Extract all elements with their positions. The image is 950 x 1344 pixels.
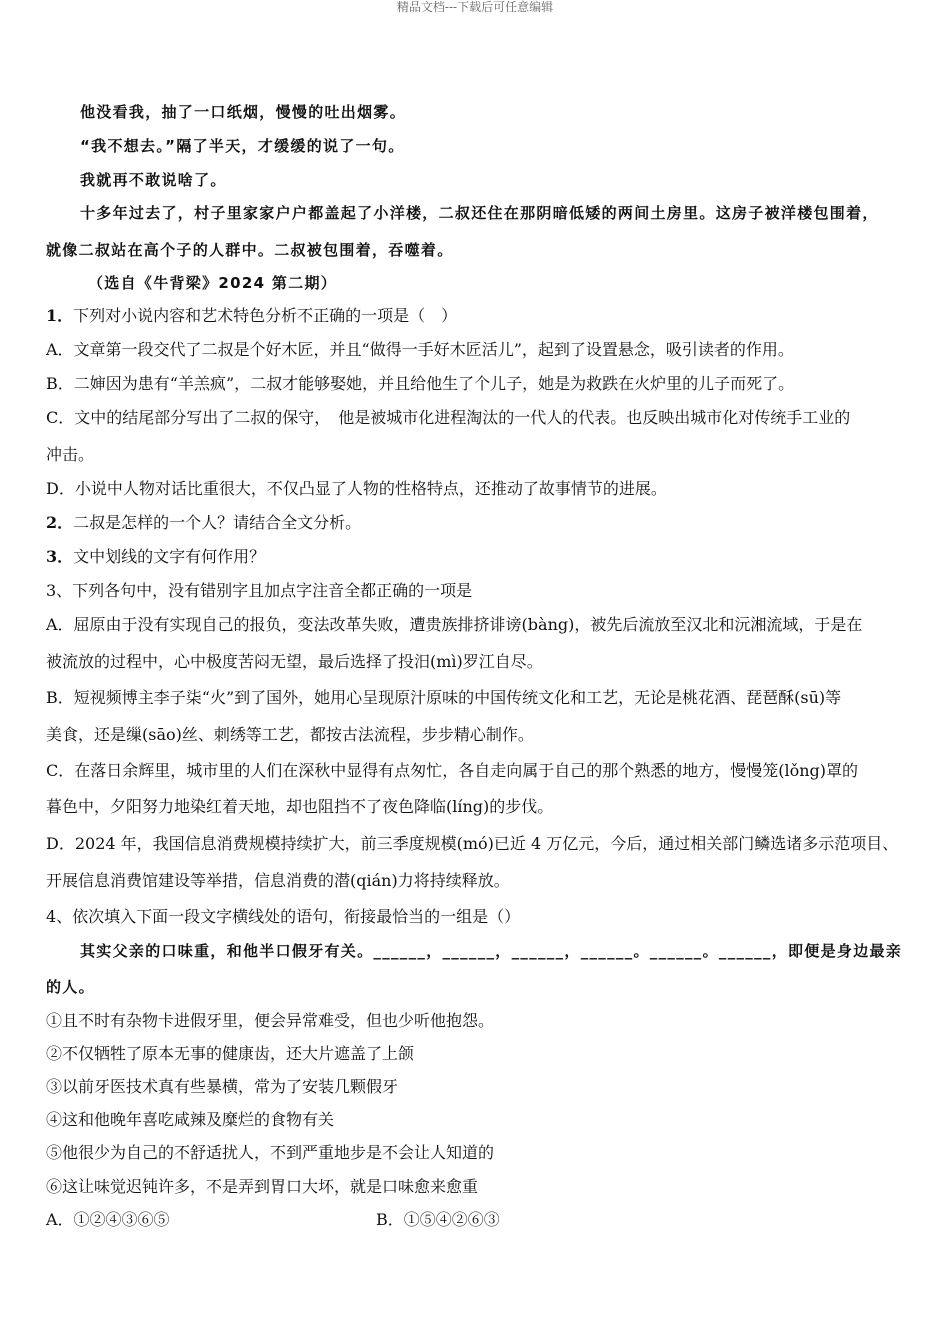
story-paragraph-continued: 就像二叔站在高个子的人群中。二叔被包围着，吞噬着。 xyxy=(46,241,454,259)
question-text: 文中划线的文字有何作用？ xyxy=(73,547,266,566)
question-text: 二叔是怎样的一个人？请结合全文分析。 xyxy=(73,513,362,532)
question-4-sentence-4: ④这和他晚年喜吃咸辣及糜烂的食物有关 xyxy=(46,1110,335,1129)
story-source: （选自《牛背梁》2024 第二期） xyxy=(88,274,338,292)
question-1-option-d: D．小说中人物对话比重很大，不仅凸显了人物的性格特点，还推动了故事情节的进展。 xyxy=(46,479,667,498)
question-number: 2． xyxy=(46,513,74,532)
question-4-sentence-3: ③以前牙医技术真有些暴横，常为了安装几颗假牙 xyxy=(46,1077,399,1096)
question-3b-option-a-continued: 被流放的过程中，心中极度苦闷无望，最后选择了投汨(mì)罗江自尽。 xyxy=(46,652,543,671)
question-4-sentence-5: ⑤他很少为自己的不舒适扰人，不到严重地步是不会让人知道的 xyxy=(46,1143,495,1162)
story-paragraph: “我不想去。”隔了半天，才缓缓的说了一句。 xyxy=(80,137,405,155)
question-3b-option-a: A．屈原由于没有实现自己的报负，变法改革失败，遭贵族排挤诽谤(bàng)，被先后流放至汉北和沅湘流域，于是在 xyxy=(46,615,863,634)
question-3b-option-b-continued: 美食，还是缫(sāo)丝、刺绣等工艺，都按古法流程，步步精心制作。 xyxy=(46,725,534,744)
question-1-option-c: C．文中的结尾部分写出了二叔的保守， 他是被城市化进程淘汰的一代人的代表。也反映出城市化对传统手工业的 xyxy=(46,408,851,427)
question-3 xyxy=(46,547,912,567)
question-4-passage: 其实父亲的口味重，和他半口假牙有关。______，______，______，______。______。______，即便是身边最亲 xyxy=(80,942,903,960)
question-3b-option-c-continued: 暮色中，夕阳努力地染红着天地，却也阻挡不了夜色降临(líng)的步伐。 xyxy=(46,797,554,816)
question-1-option-a: A．文章第一段交代了二叔是个好木匠，并且“做得一手好木匠活儿”，起到了设置悬念，吸引读者的作用。 xyxy=(46,340,794,359)
page-header: 精品文档---下载后可任意编辑 xyxy=(396,0,554,14)
story-paragraph: 十多年过去了，村子里家家户户都盖起了小洋楼，二叔还住在那阴暗低矮的两间土房里。这房子被洋楼包围着， xyxy=(80,204,879,222)
question-number: 3． xyxy=(46,547,74,566)
question-4-passage-continued: 的人。 xyxy=(46,978,95,996)
question-4-stem: 4、依次填入下面一段文字横线处的语句，衔接最恰当的一组是（） xyxy=(46,907,521,926)
question-4-sentence-2: ②不仅牺牲了原本无事的健康齿，还大片遮盖了上颌 xyxy=(46,1044,415,1063)
story-paragraph: 我就再不敢说啥了。 xyxy=(80,171,227,189)
question-4-sentence-1: ①且不时有杂物卡进假牙里，便会异常难受，但也少听他抱怨。 xyxy=(46,1011,495,1030)
question-3b-option-d: D．2024 年，我国信息消费规模持续扩大，前三季度规模(mó)已近 4 万亿元，今后，通过相关部门鳞选诸多示范项目、 xyxy=(46,834,899,853)
question-4-choice-b: B．①⑤④②⑥③ xyxy=(376,1210,500,1229)
question-1-option-c-continued: 冲击。 xyxy=(46,445,95,464)
question-4-sentence-6: ⑥这让味觉迟钝许多，不是弄到胃口大坏，就是口味愈来愈重 xyxy=(46,1177,479,1196)
question-text: 下列对小说内容和艺术特色分析不正确的一项是（ ） xyxy=(73,306,458,325)
question-3b-option-c: C．在落日余辉里，城市里的人们在深秋中显得有点匆忙，各自走向属于自己的那个熟悉的地方，慢慢笼(lǒng)罩的 xyxy=(46,761,859,780)
question-1-option-b: B．二婶因为患有“羊羔疯”，二叔才能够娶她，并且给他生了个儿子，她是为救跌在火炉里的儿子而死了。 xyxy=(46,374,795,393)
question-4-choice-a: A．①②④③⑥⑤ xyxy=(46,1210,170,1229)
question-2 xyxy=(46,513,912,533)
question-1-stem xyxy=(46,306,912,326)
question-number: 1． xyxy=(46,306,74,325)
question-3b-option-d-continued: 开展信息消费馆建设等举措，信息消费的潜(qián)力将持续释放。 xyxy=(46,871,510,890)
question-3b-option-b: B．短视频博主李子柒“火”到了国外，她用心呈现原汁原味的中国传统文化和工艺，无论是桃花酒、琵琶酥(sū)等 xyxy=(46,688,842,707)
question-3b-stem: 3、下列各句中，没有错别字且加点字注音全都正确的一项是 xyxy=(46,581,473,600)
story-paragraph: 他没看我，抽了一口纸烟，慢慢的吐出烟雾。 xyxy=(80,103,407,121)
